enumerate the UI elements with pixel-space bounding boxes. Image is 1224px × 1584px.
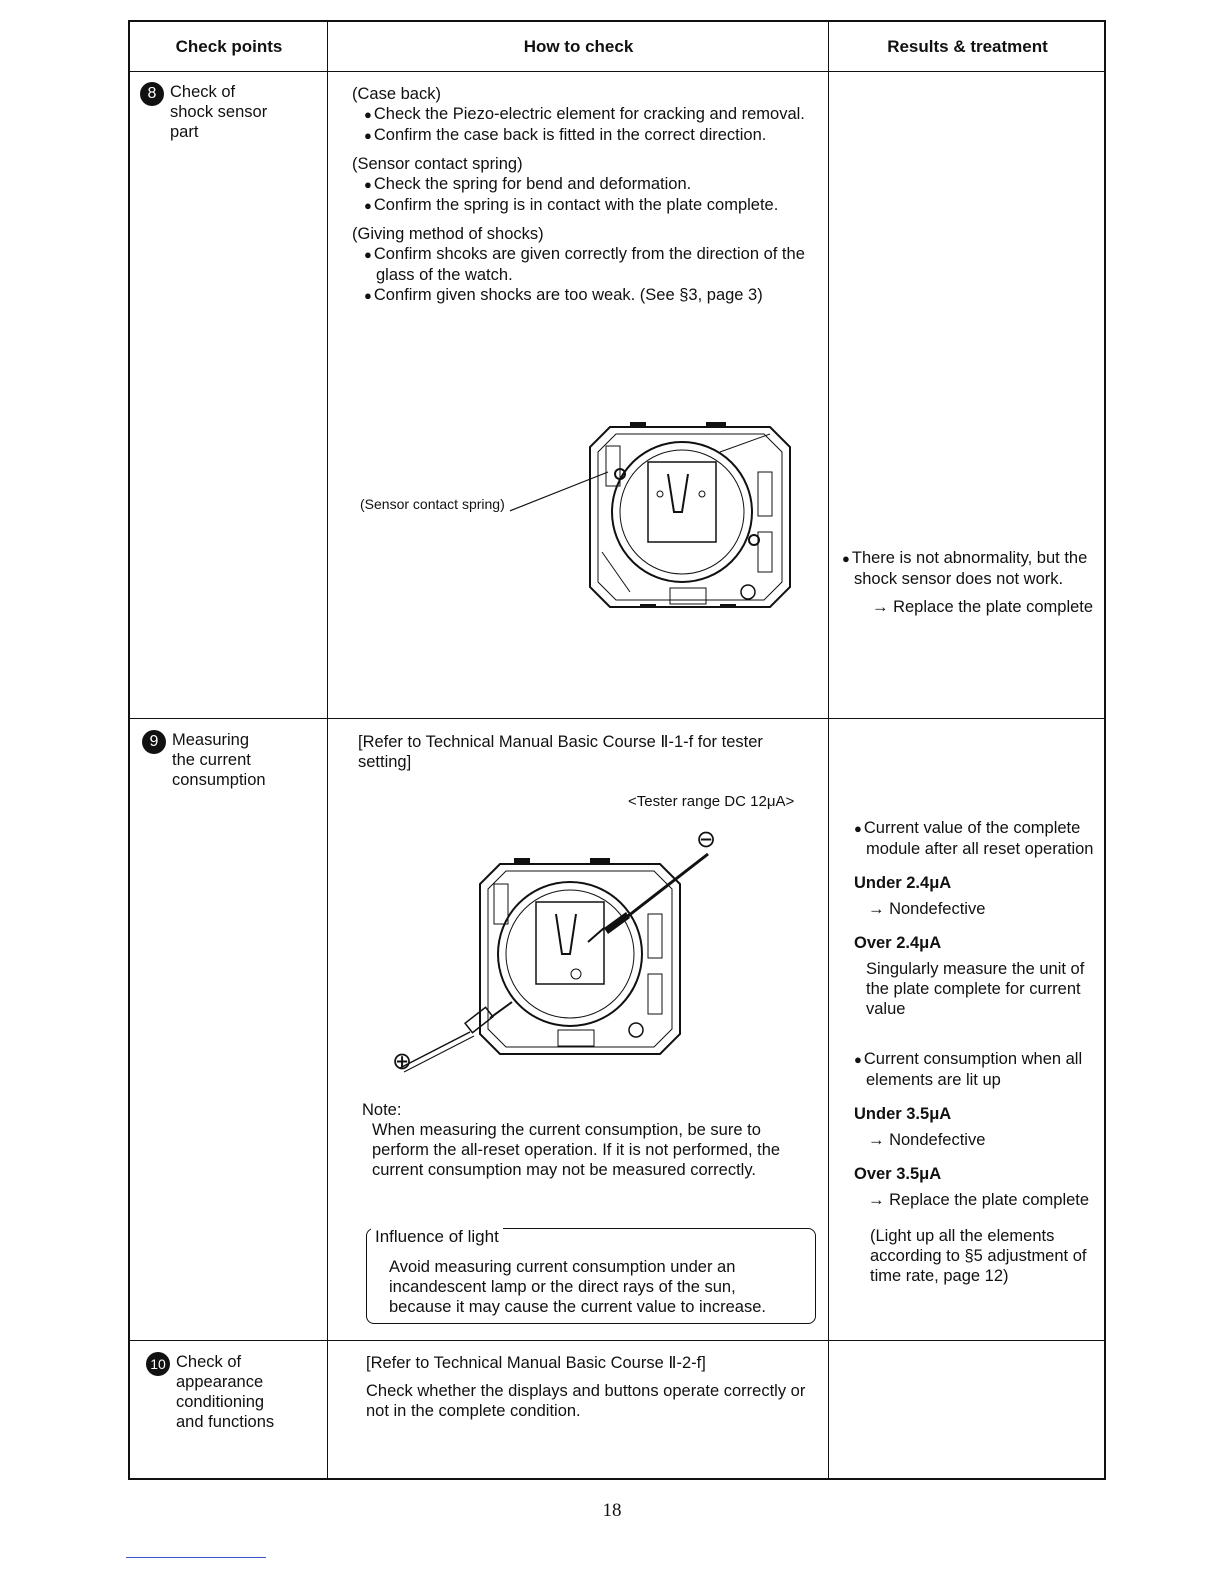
row-divider-9-10	[130, 1340, 1104, 1341]
shock-item-1: ● Confirm shcoks are given correctly from the direction of the glass of the watch.	[364, 244, 814, 285]
footer-line	[126, 1557, 266, 1558]
case-back-item-2: ● Confirm the case back is fitted in the correct direction.	[364, 125, 814, 146]
header-results: Results & treatment	[829, 22, 1106, 72]
shock-title: (Giving method of shocks)	[352, 225, 544, 243]
check-10-text: Check whether the displays and buttons operate correctly or not in the complete condition.	[366, 1382, 806, 1420]
checkpoint-9	[142, 730, 322, 790]
step-number-9: 9	[142, 730, 166, 754]
column-divider-2	[828, 22, 829, 1478]
spring-item-1: ● Check the spring for bend and deformation.	[364, 174, 814, 195]
case-back-title: (Case back)	[352, 85, 441, 103]
checkpoint-8	[140, 82, 320, 142]
over-2-4-result: Singularly measure the unit of the plate complete for current value	[866, 960, 1085, 1018]
under-2-4-result: → Nondefective	[868, 900, 986, 918]
over-3-5: Over 3.5μA	[854, 1165, 942, 1183]
spring-item-2: ● Confirm the spring is in contact with the plate complete.	[364, 195, 814, 216]
result-9	[854, 818, 1108, 1286]
inspection-table	[128, 20, 1106, 1480]
shock-item-2: ● Confirm given shocks are too weak. (See §3, page 3)	[364, 285, 814, 306]
step-number-8: 8	[140, 82, 164, 106]
result-9-item-1: ● Current value of the complete module after all reset operation	[854, 818, 1108, 859]
refer-10: [Refer to Technical Manual Basic Course Ⅱ-2-f]	[366, 1354, 706, 1372]
note-9	[362, 1100, 822, 1180]
header-how-to-check: How to check	[328, 22, 829, 72]
checkpoint-8-label: Check of shock sensor part	[170, 83, 268, 141]
spring-title: (Sensor contact spring)	[352, 155, 523, 173]
step-number-10: 10	[146, 1352, 170, 1376]
under-3-5-result: → Nondefective	[868, 1131, 986, 1149]
note-body: When measuring the current consumption, be sure to perform the all-reset operation. If it is not performed, the current consumption may not be measured correctly.	[372, 1121, 781, 1179]
header-check-points: Check points	[130, 22, 328, 72]
case-back-item-1: ● Check the Piezo-electric element for cracking and removal.	[364, 104, 814, 125]
note-title: Note:	[362, 1101, 402, 1119]
influence-of-light-title: Influence of light	[371, 1227, 503, 1247]
minus-terminal: ⊖	[696, 826, 717, 853]
light-up-note: (Light up all the elements according to §5 adjustment of time rate, page 12)	[870, 1227, 1087, 1285]
module-diagram-2	[390, 834, 720, 1074]
result-8-item: ● There is not abnormality, but the shock sensor does not work.	[842, 548, 1104, 589]
how-to-check-8	[352, 84, 814, 314]
over-2-4: Over 2.4μA	[854, 934, 942, 952]
over-3-5-result: → Replace the plate complete	[868, 1191, 1090, 1209]
refer-9: [Refer to Technical Manual Basic Course Ⅱ-1-f for tester setting]	[358, 733, 763, 771]
plus-terminal: ⊕	[392, 1048, 413, 1075]
result-8	[842, 548, 1104, 617]
influence-of-light-box	[366, 1228, 816, 1324]
influence-of-light-body: Avoid measuring current consumption under an incandescent lamp or the direct rays of the sun, because it may cause the current value to increase.	[389, 1258, 766, 1316]
checkpoint-9-label: Measuring the current consumption	[172, 731, 266, 789]
result-8-treatment: → Replace the plate complete	[872, 598, 1094, 616]
checkpoint-10	[146, 1352, 326, 1432]
result-9-item-2: ● Current consumption when all elements are lit up	[854, 1049, 1108, 1090]
column-divider-1	[327, 22, 328, 1478]
how-to-check-10	[366, 1353, 818, 1421]
tester-range: <Tester range DC 12μA>	[628, 793, 795, 810]
row-divider-8-9	[130, 718, 1104, 719]
page-number: 18	[602, 1500, 622, 1521]
under-2-4: Under 2.4μA	[854, 874, 952, 892]
figure-label-sensor-spring: (Sensor contact spring)	[360, 496, 505, 512]
module-diagram-1	[510, 412, 800, 612]
under-3-5: Under 3.5μA	[854, 1105, 952, 1123]
checkpoint-10-label: Check of appearance conditioning and functions	[176, 1353, 275, 1431]
